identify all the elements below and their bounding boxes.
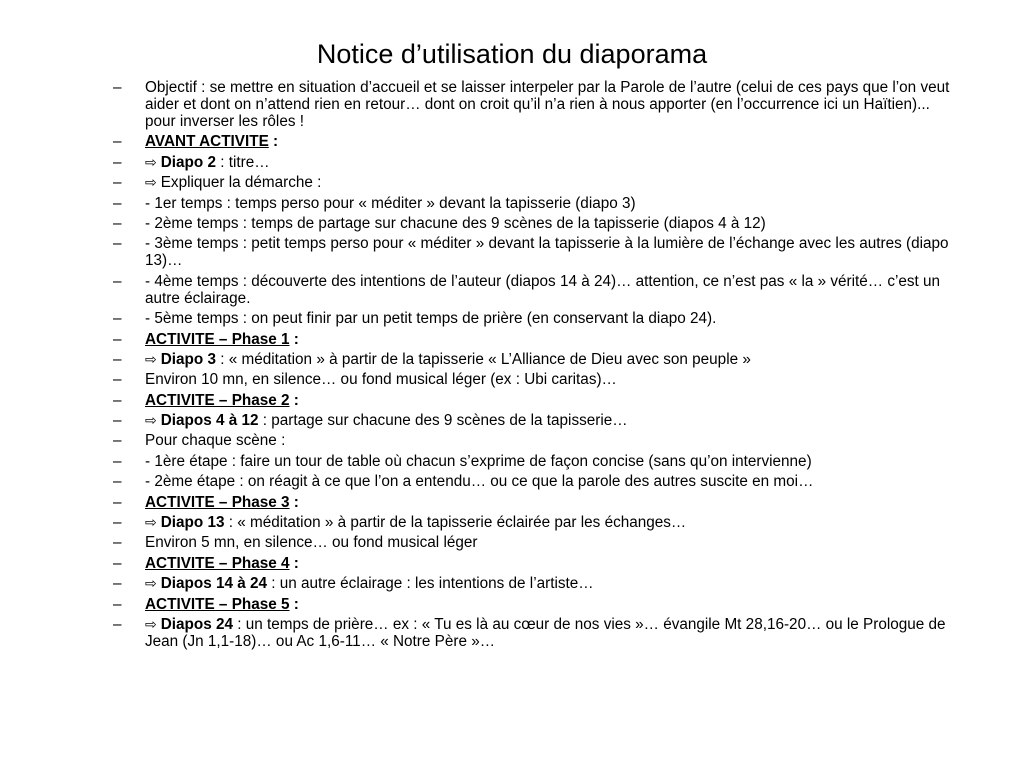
section-heading-suffix: :	[289, 493, 299, 511]
item-text: : un temps de prière… ex : « Tu es là au cœur de nos vies »… évangile Mt 28,16-20… ou le Prologue de Jean (Jn 1,1-18)… ou Ac 1,6-11… « Notre Père »…	[145, 615, 946, 650]
section-heading-suffix: :	[289, 330, 299, 348]
section-heading: ACTIVITE – Phase 3	[145, 493, 290, 511]
arrow-right-icon: ⇨	[145, 514, 157, 531]
arrow-right-icon: ⇨	[145, 174, 157, 191]
slide-reference: Diapos 24	[160, 615, 233, 633]
list-item	[113, 616, 953, 650]
item-text: - 2ème temps : temps de partage sur chacune des 9 scènes de la tapisserie (diapos 4 à 12)	[145, 214, 766, 232]
item-text: Expliquer la démarche :	[160, 174, 322, 192]
list-item	[113, 596, 953, 613]
dash-bullet: –	[113, 194, 122, 212]
section-heading: ACTIVITE – Phase 2	[145, 391, 290, 409]
arrow-right-icon: ⇨	[145, 615, 157, 632]
slide-reference: Diapo 13	[160, 514, 225, 532]
page-title: Notice d’utilisation du diaporama	[316, 39, 708, 69]
dash-bullet: –	[113, 330, 122, 348]
list-item	[113, 331, 953, 348]
item-text: : partage sur chacune des 9 scènes de la tapisserie…	[258, 412, 628, 430]
list-item	[113, 473, 953, 490]
item-text: - 4ème temps : découverte des intentions de l’auteur (diapos 14 à 24)… attention, ce n’est pas « la » vérité… c’est un autre éclairage.	[145, 272, 941, 307]
dash-bullet: –	[113, 473, 122, 491]
dash-bullet: –	[113, 514, 122, 532]
item-text: Environ 5 mn, en silence… ou fond musical léger	[145, 534, 478, 552]
dash-bullet: –	[113, 615, 122, 633]
slide-reference: Diapos 4 à 12	[160, 412, 259, 430]
list-item	[113, 174, 953, 191]
dash-bullet: –	[113, 235, 122, 253]
list-item	[113, 555, 953, 572]
list-item	[113, 534, 953, 551]
list-item	[113, 432, 953, 449]
dash-bullet: –	[113, 153, 122, 171]
list-item	[113, 392, 953, 409]
slide-reference: Diapo 3	[160, 350, 216, 368]
item-text: - 2ème étape : on réagit à ce que l’on a entendu… ou ce que la parole des autres suscite en moi…	[145, 473, 814, 491]
dash-bullet: –	[113, 133, 122, 151]
dash-bullet: –	[113, 272, 122, 290]
slide-reference: Diapos 14 à 24	[160, 575, 268, 593]
list-item	[113, 453, 953, 470]
dash-bullet: –	[113, 452, 122, 470]
item-text: : « méditation » à partir de la tapisserie éclairée par les échanges…	[224, 514, 687, 532]
section-heading: ACTIVITE – Phase 1	[145, 330, 290, 348]
arrow-right-icon: ⇨	[145, 575, 157, 592]
item-text: Pour chaque scène :	[145, 432, 286, 450]
dash-bullet: –	[113, 79, 122, 96]
dash-bullet: –	[113, 412, 122, 430]
list-item	[113, 371, 953, 388]
item-text: : « méditation » à partir de la tapisserie « L’Alliance de Dieu avec son peuple »	[215, 350, 751, 368]
section-heading-suffix: :	[289, 554, 299, 572]
dash-bullet: –	[113, 391, 122, 409]
section-heading: AVANT ACTIVITE	[145, 133, 269, 151]
list-item	[113, 154, 953, 171]
section-heading: ACTIVITE – Phase 4	[145, 554, 290, 572]
item-text: - 1ère étape : faire un tour de table où chacun s’exprime de façon concise (sans qu’on intervienne)	[145, 452, 812, 470]
item-text: - 3ème temps : petit temps perso pour « méditer » devant la tapisserie à la lumière de l’échange avec les autres (diapo 13)…	[145, 235, 949, 270]
slide-reference: Diapo 2	[160, 153, 216, 171]
dash-bullet: –	[113, 534, 122, 552]
section-heading-suffix: :	[268, 133, 279, 151]
dash-bullet: –	[113, 493, 122, 511]
dash-bullet: –	[113, 554, 122, 572]
section-heading: ACTIVITE – Phase 5	[145, 595, 290, 613]
list-item	[113, 412, 953, 429]
item-text: : un autre éclairage : les intentions de l’artiste…	[267, 575, 594, 593]
list-item	[113, 310, 953, 327]
dash-bullet: –	[113, 310, 122, 328]
item-text: - 1er temps : temps perso pour « méditer » devant la tapisserie (diapo 3)	[145, 194, 636, 212]
list-item	[113, 195, 953, 212]
dash-bullet: –	[113, 371, 122, 389]
item-text: : titre…	[215, 153, 270, 171]
list-item	[113, 575, 953, 592]
list-item	[113, 273, 953, 307]
list-item	[113, 133, 953, 150]
dash-bullet: –	[113, 432, 122, 450]
list-item	[113, 351, 953, 368]
list-item	[113, 215, 953, 232]
item-text: Objectif : se mettre en situation d’accueil et se laisser interpeler par la Parole de l’autre (celui de ces pays que l’on veut aider et dont on n’attend rien en retour… dont on croit qu’il n’a rien à nous apporter (en l’occurrence ici un Haïtien)... pour inverser les rôles !	[145, 79, 950, 130]
list-item	[113, 235, 953, 269]
dash-bullet: –	[113, 214, 122, 232]
dash-bullet: –	[113, 174, 122, 192]
section-heading-suffix: :	[289, 595, 299, 613]
dash-bullet: –	[113, 350, 122, 368]
arrow-right-icon: ⇨	[145, 412, 157, 429]
list-item	[113, 494, 953, 511]
item-text: - 5ème temps : on peut finir par un petit temps de prière (en conservant la diapo 24).	[145, 310, 717, 328]
dash-bullet: –	[113, 595, 122, 613]
arrow-right-icon: ⇨	[145, 153, 157, 170]
dash-bullet: –	[113, 575, 122, 593]
list-item	[113, 514, 953, 531]
instruction-list	[113, 79, 953, 653]
item-text: Environ 10 mn, en silence… ou fond musical léger (ex : Ubi caritas)…	[145, 371, 617, 389]
arrow-right-icon: ⇨	[145, 350, 157, 367]
list-item	[113, 79, 953, 130]
section-heading-suffix: :	[289, 391, 299, 409]
